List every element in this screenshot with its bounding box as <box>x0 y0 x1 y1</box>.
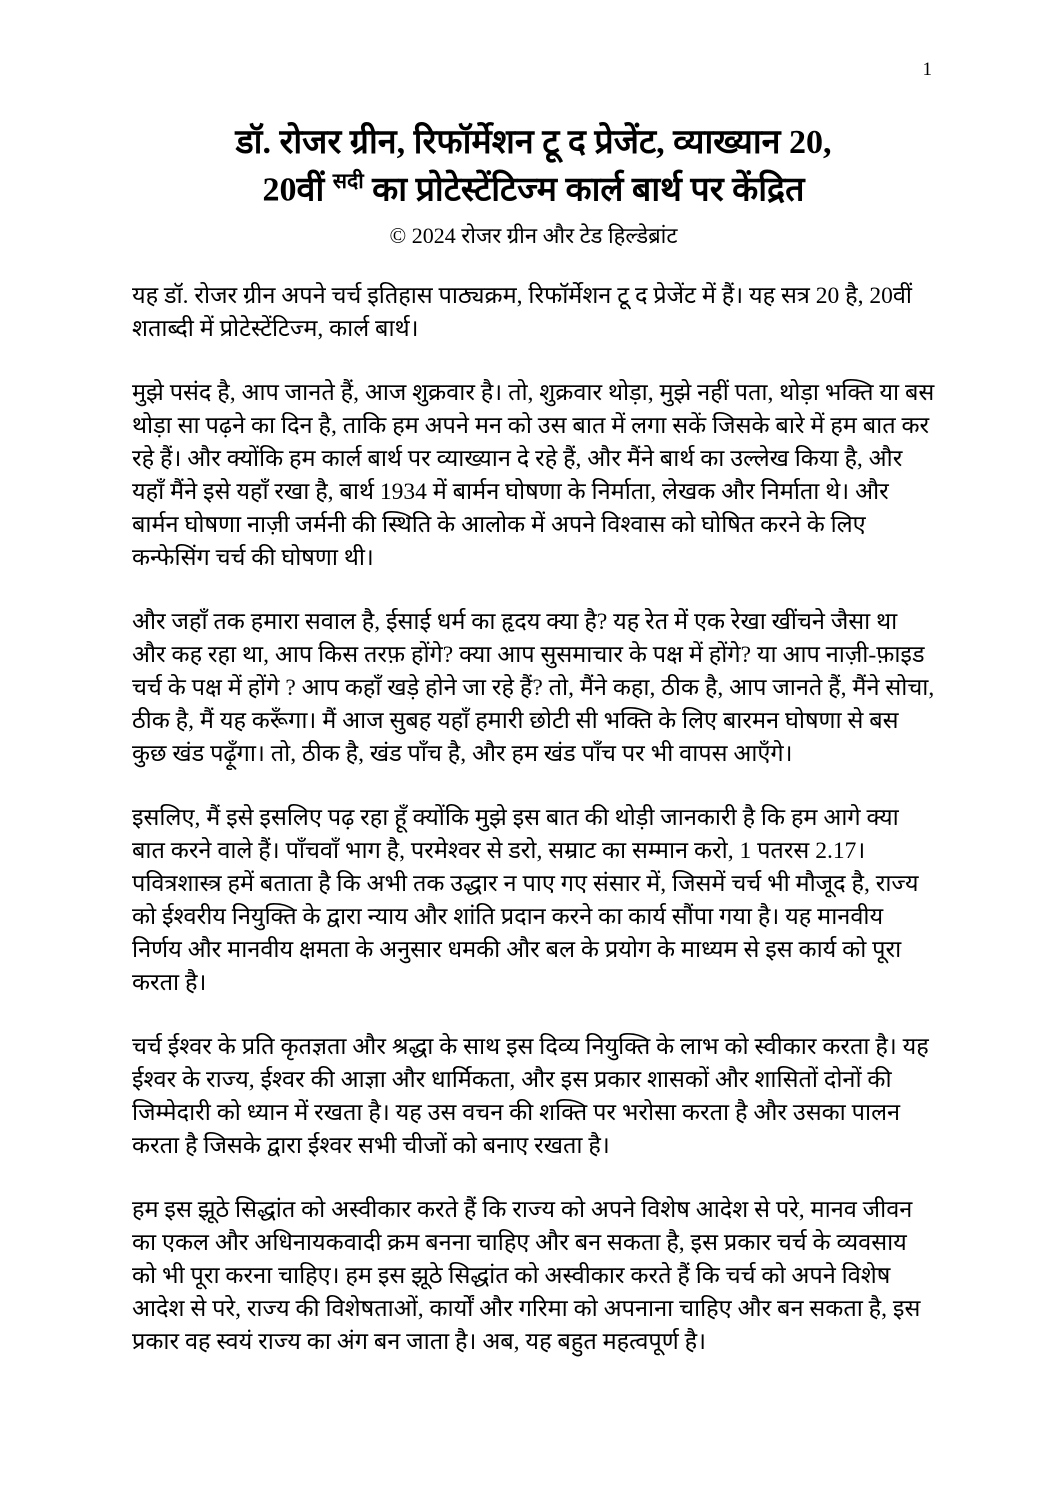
document-body <box>132 280 935 1359</box>
paragraph-2: मुझे पसंद है, आप जानते हैं, आज शुक्रवार है। तो, शुक्रवार थोड़ा, मुझे नहीं पता, थोड़ा भक्ति या बस थोड़ा सा पढ़ने का दिन है, ताकि हम अपने मन को उस बात में लगा सकें जिसके बारे में हम बात कर रहे हैं। और क्योंकि हम कार्ल बार्थ पर व्याख्यान दे रहे हैं, और मैंने बार्थ का उल्लेख किया है, और यहाँ मैंने इसे यहाँ रखा है, बार्थ 1934 में बार्मन घोषणा के निर्माता, लेखक और निर्माता थे। और बार्मन घोषणा नाज़ी जर्मनी की स्थिति के आलोक में अपने विश्वास को घोषित करने के लिए कन्फेसिंग चर्च की घोषणा थी। <box>132 380 935 572</box>
document-title-line2-pre: 20वीं <box>262 171 333 209</box>
document-title <box>132 120 935 214</box>
paragraph-3: और जहाँ तक हमारा सवाल है, ईसाई धर्म का हृदय क्या है? यह रेत में एक रेखा खींचने जैसा था और कह रहा था, आप किस तरफ़ होंगे? क्या आप सुसमाचार के पक्ष में होंगे? या आप नाज़ी-फ़ाइड चर्च के पक्ष में होंगे ? आप कहाँ खड़े होने जा रहे हैं? तो, मैंने कहा, ठीक है, आप जानते हैं, मैंने सोचा, ठीक है, मैं यह करूँगा। मैं आज सुबह यहाँ हमारी छोटी सी भक्ति के लिए बारमन घोषणा से बस कुछ खंड पढ़ूँगा। तो, ठीक है, खंड पाँच है, और हम खंड पाँच पर भी वापस आएँगे। <box>132 609 935 768</box>
page-number: 1 <box>922 59 932 80</box>
paragraph-4: इसलिए, मैं इसे इसलिए पढ़ रहा हूँ क्योंकि मुझे इस बात की थोड़ी जानकारी है कि हम आगे क्या बात करने वाले हैं। पाँचवाँ भाग है, परमेश्वर से डरो, सम्राट का सम्मान करो, 1 पतरस 2.17। पवित्रशास्त्र हमें बताता है कि अभी तक उद्धार न पाए गए संसार में, जिसमें चर्च भी मौजूद है, राज्य को ईश्वरीय नियुक्ति के द्वारा न्याय और शांति प्रदान करने का कार्य सौंपा गया है। यह मानवीय निर्णय और मानवीय क्षमता के अनुसार धमकी और बल के प्रयोग के माध्यम से इस कार्य को पूरा करता है। <box>132 805 919 997</box>
paragraph-5: चर्च ईश्वर के प्रति कृतज्ञता और श्रद्धा के साथ इस दिव्य नियुक्ति के लाभ को स्वीकार करता है। यह ईश्वर के राज्य, ईश्वर की आज्ञा और धार्मिकता, और इस प्रकार शासकों और शासितों दोनों की जिम्मेदारी को ध्यान में रखता है। यह उस वचन की शक्ति पर भरोसा करता है और उसका पालन करता है जिसके द्वारा ईश्वर सभी चीजों को बनाए रखता है। <box>132 1034 929 1160</box>
paragraph-6: हम इस झूठे सिद्धांत को अस्वीकार करते हैं कि राज्य को अपने विशेष आदेश से परे, मानव जीवन का एकल और अधिनायकवादी क्रम बनना चाहिए और बन सकता है, इस प्रकार चर्च के व्यवसाय को भी पूरा करना चाहिए। हम इस झूठे सिद्धांत को अस्वीकार करते हैं कि चर्च को अपने विशेष आदेश से परे, राज्य की विशेषताओं, कार्यों और गरिमा को अपनाना चाहिए और बन सकता है, इस प्रकार वह स्वयं राज्य का अंग बन जाता है। अब, यह बहुत महत्वपूर्ण है। <box>132 1197 921 1356</box>
paragraph-1: यह डॉ. रोजर ग्रीन अपने चर्च इतिहास पाठ्यक्रम, रिफॉर्मेशन टू द प्रेजेंट में हैं। यह सत्र 20 है, 20वीं शताब्दी में प्रोटेस्टेंटिज्म, कार्ल बार्थ। <box>132 283 912 343</box>
document-title-superscript: सदी <box>332 168 364 193</box>
document-title-line1: डॉ. रोजर ग्रीन, रिफॉर्मेशन टू द प्रेजेंट, व्याख्यान 20, <box>235 124 832 161</box>
document-title-line2-post: का प्रोटेस्टेंटिज्म कार्ल बार्थ पर केंद्रित <box>363 171 805 209</box>
copyright-byline: © 2024 रोजर ग्रीन और टेड हिल्डेब्रांट <box>389 223 678 249</box>
